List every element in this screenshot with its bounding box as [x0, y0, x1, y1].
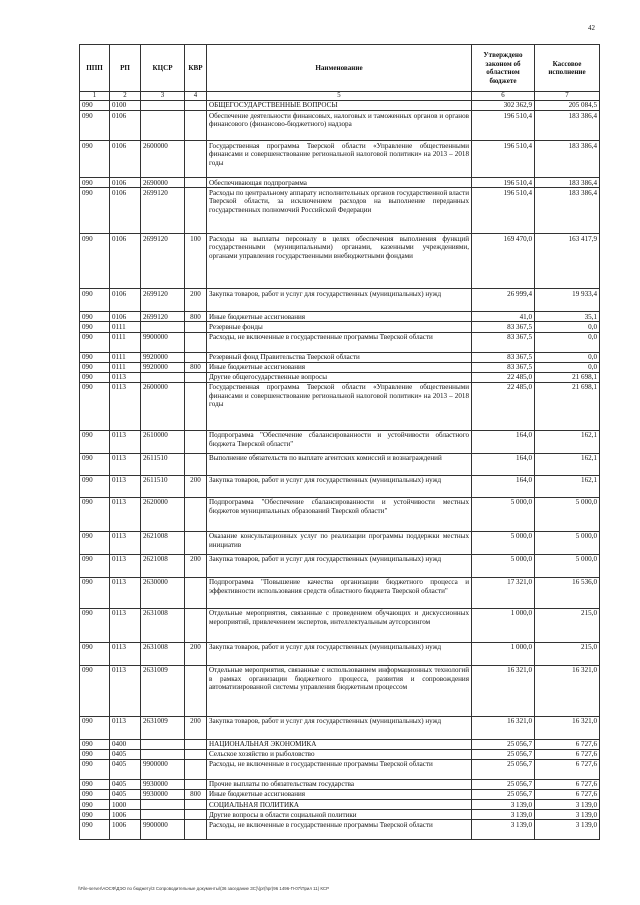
- row-cash: 16 321,0: [535, 716, 600, 739]
- row-ppp: 090: [80, 820, 110, 840]
- row-name: Государственная программа Тверской области «Управление общественными финансами и совершенствование региональной налоговой политики» на 2013 – 2018 годы: [207, 382, 472, 430]
- row-kcsr: [141, 800, 185, 810]
- table-row: [80, 665, 600, 716]
- row-kvr: [185, 352, 207, 362]
- row-kvr: [185, 430, 207, 453]
- row-kcsr: [141, 739, 185, 749]
- column-number: 3: [141, 92, 185, 101]
- row-kvr: [185, 749, 207, 759]
- row-cash: 205 084,5: [535, 101, 600, 111]
- row-approved: 196 510,4: [472, 188, 535, 234]
- row-rp: 0113: [110, 608, 141, 642]
- row-cash: 19 933,4: [535, 289, 600, 312]
- row-cash: 3 139,0: [535, 800, 600, 810]
- row-approved: 16 321,0: [472, 665, 535, 716]
- row-kvr: 200: [185, 642, 207, 665]
- table-row: [80, 289, 600, 312]
- row-cash: 6 727,6: [535, 790, 600, 800]
- row-kcsr: 9930000: [141, 790, 185, 800]
- row-cash: 3 139,0: [535, 820, 600, 840]
- row-ppp: 090: [80, 749, 110, 759]
- row-name: Закупка товаров, работ и услуг для государственных (муниципальных) нужд: [207, 289, 472, 312]
- row-cash: 0,0: [535, 362, 600, 372]
- row-approved: 1 000,0: [472, 642, 535, 665]
- row-rp: 0106: [110, 111, 141, 141]
- row-ppp: 090: [80, 453, 110, 475]
- row-kvr: 200: [185, 475, 207, 497]
- row-rp: 1006: [110, 810, 141, 820]
- row-kvr: 200: [185, 716, 207, 739]
- row-kcsr: [141, 372, 185, 382]
- row-rp: 0100: [110, 101, 141, 111]
- row-name: Обеспечение деятельности финансовых, налоговых и таможенных органов и органов финансового (финансово-бюджетного) надзора: [207, 111, 472, 141]
- row-kcsr: 2690000: [141, 178, 185, 188]
- footer-file-path: \\File-server\АОСФ\ДЭО по бюджету\3 Сопроводительные документы\(36 заседание ЗС)\(pr(hpr)96 1496-П-07\Прил 11) КСР: [78, 886, 330, 891]
- row-kcsr: 9900000: [141, 760, 185, 780]
- row-rp: 0405: [110, 749, 141, 759]
- table-row: [80, 332, 600, 352]
- table-row: [80, 352, 600, 362]
- row-cash: 162,1: [535, 453, 600, 475]
- row-name: Подпрограмма "Повышение качества организации бюджетного процесса и эффективности использования средств областного бюджета Тверской области": [207, 577, 472, 608]
- row-cash: 183 386,4: [535, 188, 600, 234]
- row-rp: 0405: [110, 760, 141, 780]
- row-kcsr: 2631009: [141, 665, 185, 716]
- row-cash: 6 727,6: [535, 749, 600, 759]
- table-row: [80, 760, 600, 780]
- row-approved: 83 367,5: [472, 352, 535, 362]
- row-ppp: 090: [80, 497, 110, 531]
- row-approved: 25 056,7: [472, 760, 535, 780]
- row-kvr: [185, 453, 207, 475]
- row-kcsr: 2630000: [141, 577, 185, 608]
- row-cash: 16 536,0: [535, 577, 600, 608]
- budget-table: [79, 44, 600, 840]
- row-kcsr: 2611510: [141, 453, 185, 475]
- row-rp: 0113: [110, 453, 141, 475]
- row-kvr: [185, 739, 207, 749]
- row-rp: 0106: [110, 141, 141, 178]
- row-name: Расходы, не включенные в государственные программы Тверской области: [207, 820, 472, 840]
- row-rp: 1006: [110, 820, 141, 840]
- row-kvr: [185, 101, 207, 111]
- column-number: 6: [472, 92, 535, 101]
- row-rp: 0400: [110, 739, 141, 749]
- row-rp: 0106: [110, 178, 141, 188]
- row-ppp: 090: [80, 352, 110, 362]
- row-approved: 22 485,0: [472, 372, 535, 382]
- row-kcsr: [141, 111, 185, 141]
- row-approved: 164,0: [472, 453, 535, 475]
- header-kvr: КВР: [185, 45, 207, 92]
- row-kcsr: 9900000: [141, 820, 185, 840]
- row-kvr: [185, 760, 207, 780]
- row-name: Закупка товаров, работ и услуг для государственных (муниципальных) нужд: [207, 554, 472, 577]
- row-rp: 0113: [110, 665, 141, 716]
- row-name: Обеспечивающая подпрограмма: [207, 178, 472, 188]
- row-cash: 0,0: [535, 352, 600, 362]
- row-kvr: 800: [185, 790, 207, 800]
- row-approved: 26 999,4: [472, 289, 535, 312]
- row-rp: 0111: [110, 332, 141, 352]
- row-name: ОБЩЕГОСУДАРСТВЕННЫЕ ВОПРОСЫ: [207, 101, 472, 111]
- row-cash: 5 000,0: [535, 497, 600, 531]
- table-row: [80, 608, 600, 642]
- row-cash: 215,0: [535, 608, 600, 642]
- table-row: [80, 642, 600, 665]
- row-cash: 6 727,6: [535, 780, 600, 790]
- row-kcsr: 2620000: [141, 497, 185, 531]
- row-name: Выполнение обязательств по выплате агентских комиссий и вознаграждений: [207, 453, 472, 475]
- row-approved: 196 510,4: [472, 178, 535, 188]
- table-row: [80, 111, 600, 141]
- row-ppp: 090: [80, 362, 110, 372]
- row-kcsr: 2631009: [141, 716, 185, 739]
- row-name: Закупка товаров, работ и услуг для государственных (муниципальных) нужд: [207, 716, 472, 739]
- row-approved: 16 321,0: [472, 716, 535, 739]
- header-approved: Утверждено законом об областном бюджете: [472, 45, 535, 92]
- row-approved: 3 139,0: [472, 800, 535, 810]
- table-row: [80, 820, 600, 840]
- row-approved: 41,0: [472, 312, 535, 322]
- row-rp: 0113: [110, 531, 141, 554]
- row-ppp: 090: [80, 554, 110, 577]
- row-rp: 0113: [110, 497, 141, 531]
- row-kcsr: [141, 322, 185, 332]
- row-cash: 6 727,6: [535, 760, 600, 780]
- row-kvr: [185, 372, 207, 382]
- row-name: Государственная программа Тверской области «Управление общественными финансами и совершенствование региональной налоговой политики» на 2013 – 2018 годы: [207, 141, 472, 178]
- row-kvr: 100: [185, 234, 207, 289]
- row-name: Закупка товаров, работ и услуг для государственных (муниципальных) нужд: [207, 475, 472, 497]
- row-kvr: [185, 382, 207, 430]
- row-cash: 163 417,9: [535, 234, 600, 289]
- row-rp: 0113: [110, 382, 141, 430]
- row-kvr: 200: [185, 554, 207, 577]
- column-number: 1: [80, 92, 110, 101]
- row-name: Прочие выплаты по обязательствам государства: [207, 780, 472, 790]
- row-cash: 5 000,0: [535, 531, 600, 554]
- row-ppp: 090: [80, 312, 110, 322]
- row-name: Подпрограмма "Обеспечение сбалансированности и устойчивости областного бюджета Тверской области": [207, 430, 472, 453]
- row-rp: 0106: [110, 188, 141, 234]
- header-ppp: ППП: [80, 45, 110, 92]
- row-rp: 0113: [110, 554, 141, 577]
- table-body: [80, 101, 600, 840]
- table-row: [80, 800, 600, 810]
- row-rp: 0111: [110, 362, 141, 372]
- row-rp: 0111: [110, 322, 141, 332]
- header-rp: РП: [110, 45, 141, 92]
- row-ppp: 090: [80, 111, 110, 141]
- row-kcsr: 9920000: [141, 352, 185, 362]
- row-kcsr: 2699120: [141, 234, 185, 289]
- row-ppp: 090: [80, 372, 110, 382]
- row-kvr: [185, 608, 207, 642]
- row-name: Расходы на выплаты персоналу в целях обеспечения выполнения функций государственными (муниципальными) органами, казенными учреждениями, органами управления государственными внебюджетными фондами: [207, 234, 472, 289]
- row-kcsr: 2600000: [141, 382, 185, 430]
- row-cash: 183 386,4: [535, 111, 600, 141]
- row-rp: 0113: [110, 372, 141, 382]
- column-number: 7: [535, 92, 600, 101]
- row-kcsr: 2611510: [141, 475, 185, 497]
- table-row: [80, 453, 600, 475]
- row-name: Резервные фонды: [207, 322, 472, 332]
- row-kcsr: 2699120: [141, 188, 185, 234]
- row-kcsr: [141, 101, 185, 111]
- row-approved: 164,0: [472, 430, 535, 453]
- row-rp: 0113: [110, 430, 141, 453]
- row-kvr: 200: [185, 289, 207, 312]
- row-cash: 215,0: [535, 642, 600, 665]
- row-name: Закупка товаров, работ и услуг для государственных (муниципальных) нужд: [207, 642, 472, 665]
- row-kcsr: 2610000: [141, 430, 185, 453]
- row-name: Расходы, не включенные в государственные программы Тверской области: [207, 332, 472, 352]
- row-cash: 21 698,1: [535, 372, 600, 382]
- row-cash: 183 386,4: [535, 178, 600, 188]
- row-approved: 196 510,4: [472, 141, 535, 178]
- row-kvr: [185, 188, 207, 234]
- row-kcsr: [141, 749, 185, 759]
- row-name: Резервный фонд Правительства Тверской области: [207, 352, 472, 362]
- row-ppp: 090: [80, 716, 110, 739]
- row-kcsr: 9930000: [141, 780, 185, 790]
- table-row: [80, 716, 600, 739]
- row-ppp: 090: [80, 234, 110, 289]
- row-rp: 0113: [110, 577, 141, 608]
- table-row: [80, 790, 600, 800]
- table-row: [80, 382, 600, 430]
- row-kvr: [185, 820, 207, 840]
- column-number-row: [80, 92, 600, 101]
- row-ppp: 090: [80, 790, 110, 800]
- row-kvr: [185, 497, 207, 531]
- row-approved: 3 139,0: [472, 810, 535, 820]
- row-rp: 0106: [110, 234, 141, 289]
- row-approved: 25 056,7: [472, 780, 535, 790]
- table-row: [80, 810, 600, 820]
- table-row: [80, 312, 600, 322]
- row-approved: 302 362,9: [472, 101, 535, 111]
- row-name: Отдельные мероприятия, связанные с проведением обучающих и дискуссионных мероприятий, привлечением экспертов, интеллектуальным аутсорсингом: [207, 608, 472, 642]
- row-ppp: 090: [80, 188, 110, 234]
- row-name: Другие вопросы в области социальной политики: [207, 810, 472, 820]
- row-name: Сельское хозяйство и рыболовство: [207, 749, 472, 759]
- table-row: [80, 362, 600, 372]
- row-cash: 21 698,1: [535, 382, 600, 430]
- row-cash: 183 386,4: [535, 141, 600, 178]
- column-number: 2: [110, 92, 141, 101]
- row-cash: 0,0: [535, 332, 600, 352]
- row-cash: 16 321,0: [535, 665, 600, 716]
- row-kvr: [185, 531, 207, 554]
- table-row: [80, 188, 600, 234]
- row-ppp: 090: [80, 322, 110, 332]
- row-kvr: [185, 111, 207, 141]
- row-ppp: 090: [80, 178, 110, 188]
- row-approved: 196 510,4: [472, 111, 535, 141]
- header-kcsr: КЦСР: [141, 45, 185, 92]
- row-name: Расходы, не включенные в государственные программы Тверской области: [207, 760, 472, 780]
- row-cash: 3 139,0: [535, 810, 600, 820]
- row-ppp: 090: [80, 101, 110, 111]
- row-ppp: 090: [80, 531, 110, 554]
- row-kcsr: 2621008: [141, 531, 185, 554]
- row-kcsr: 9900000: [141, 332, 185, 352]
- header-name: Наименование: [207, 45, 472, 92]
- row-ppp: 090: [80, 760, 110, 780]
- row-approved: 3 139,0: [472, 820, 535, 840]
- row-kvr: [185, 332, 207, 352]
- row-ppp: 090: [80, 739, 110, 749]
- row-cash: 5 000,0: [535, 554, 600, 577]
- row-kvr: [185, 577, 207, 608]
- row-kvr: [185, 800, 207, 810]
- row-cash: 6 727,6: [535, 739, 600, 749]
- column-number: 5: [207, 92, 472, 101]
- row-kcsr: 2600000: [141, 141, 185, 178]
- row-ppp: 090: [80, 141, 110, 178]
- row-approved: 5 000,0: [472, 531, 535, 554]
- row-kvr: [185, 178, 207, 188]
- row-approved: 164,0: [472, 475, 535, 497]
- table-row: [80, 475, 600, 497]
- table-row: [80, 322, 600, 332]
- table-row: [80, 739, 600, 749]
- row-name: Иные бюджетные ассигнования: [207, 312, 472, 322]
- row-approved: 5 000,0: [472, 554, 535, 577]
- row-kcsr: 2699120: [141, 312, 185, 322]
- row-rp: 0405: [110, 790, 141, 800]
- row-cash: 162,1: [535, 475, 600, 497]
- row-approved: 25 056,7: [472, 790, 535, 800]
- row-kvr: 800: [185, 312, 207, 322]
- table-header-row: [80, 45, 600, 92]
- row-approved: 17 321,0: [472, 577, 535, 608]
- row-ppp: 090: [80, 430, 110, 453]
- row-name: Оказание консультационных услуг по реализации программы поддержки местных инициатив: [207, 531, 472, 554]
- row-kvr: [185, 780, 207, 790]
- row-name: Иные бюджетные ассигнования: [207, 790, 472, 800]
- row-rp: 0113: [110, 642, 141, 665]
- table-row: [80, 497, 600, 531]
- row-approved: 25 056,7: [472, 749, 535, 759]
- row-name: НАЦИОНАЛЬНАЯ ЭКОНОМИКА: [207, 739, 472, 749]
- row-rp: 1000: [110, 800, 141, 810]
- row-name: Иные бюджетные ассигнования: [207, 362, 472, 372]
- page-number: 42: [588, 24, 595, 32]
- row-ppp: 090: [80, 289, 110, 312]
- row-rp: 0106: [110, 289, 141, 312]
- row-ppp: 090: [80, 608, 110, 642]
- table-row: [80, 531, 600, 554]
- row-approved: 83 367,5: [472, 322, 535, 332]
- table-row: [80, 101, 600, 111]
- table-row: [80, 141, 600, 178]
- table-row: [80, 554, 600, 577]
- row-cash: 162,1: [535, 430, 600, 453]
- row-ppp: 090: [80, 577, 110, 608]
- table-row: [80, 749, 600, 759]
- row-kvr: [185, 665, 207, 716]
- row-name: Расходы по центральному аппарату исполнительных органов государственной власти Тверской области, за исключением расходов на выполнение переданных государственных полномочий Российской Федерации: [207, 188, 472, 234]
- row-kvr: [185, 322, 207, 332]
- row-kcsr: 2699120: [141, 289, 185, 312]
- row-name: СОЦИАЛЬНАЯ ПОЛИТИКА: [207, 800, 472, 810]
- row-rp: 0111: [110, 352, 141, 362]
- row-kcsr: 9920000: [141, 362, 185, 372]
- table-row: [80, 372, 600, 382]
- row-rp: 0405: [110, 780, 141, 790]
- row-approved: 5 000,0: [472, 497, 535, 531]
- row-kcsr: 2631008: [141, 642, 185, 665]
- row-approved: 1 000,0: [472, 608, 535, 642]
- row-approved: 22 485,0: [472, 382, 535, 430]
- row-ppp: 090: [80, 665, 110, 716]
- row-rp: 0113: [110, 475, 141, 497]
- row-kcsr: 2631008: [141, 608, 185, 642]
- row-kvr: 800: [185, 362, 207, 372]
- table-row: [80, 234, 600, 289]
- row-rp: 0106: [110, 312, 141, 322]
- row-ppp: 090: [80, 475, 110, 497]
- row-name: Другие общегосударственные вопросы: [207, 372, 472, 382]
- row-approved: 83 367,5: [472, 362, 535, 372]
- row-cash: 0,0: [535, 322, 600, 332]
- header-cash: Кассовое исполнение: [535, 45, 600, 92]
- row-cash: 35,1: [535, 312, 600, 322]
- row-name: Отдельные мероприятия, связанные с использованием информационных технологий в рамках организации бюджетного процесса, развития и сопровождения автоматизированной системы управления бюджетным процессом: [207, 665, 472, 716]
- row-ppp: 090: [80, 800, 110, 810]
- row-name: Подпрограмма "Обеспечение сбалансированности и устойчивости местных бюджетов муниципальных образований Тверской области": [207, 497, 472, 531]
- row-kvr: [185, 810, 207, 820]
- table-row: [80, 178, 600, 188]
- row-approved: 83 367,5: [472, 332, 535, 352]
- row-ppp: 090: [80, 642, 110, 665]
- row-ppp: 090: [80, 382, 110, 430]
- row-ppp: 090: [80, 332, 110, 352]
- column-number: 4: [185, 92, 207, 101]
- table-row: [80, 780, 600, 790]
- row-approved: 169 470,0: [472, 234, 535, 289]
- row-ppp: 090: [80, 780, 110, 790]
- table-row: [80, 430, 600, 453]
- row-kcsr: [141, 810, 185, 820]
- row-kvr: [185, 141, 207, 178]
- row-rp: 0113: [110, 716, 141, 739]
- row-kcsr: 2621008: [141, 554, 185, 577]
- table-row: [80, 577, 600, 608]
- row-ppp: 090: [80, 810, 110, 820]
- row-approved: 25 056,7: [472, 739, 535, 749]
